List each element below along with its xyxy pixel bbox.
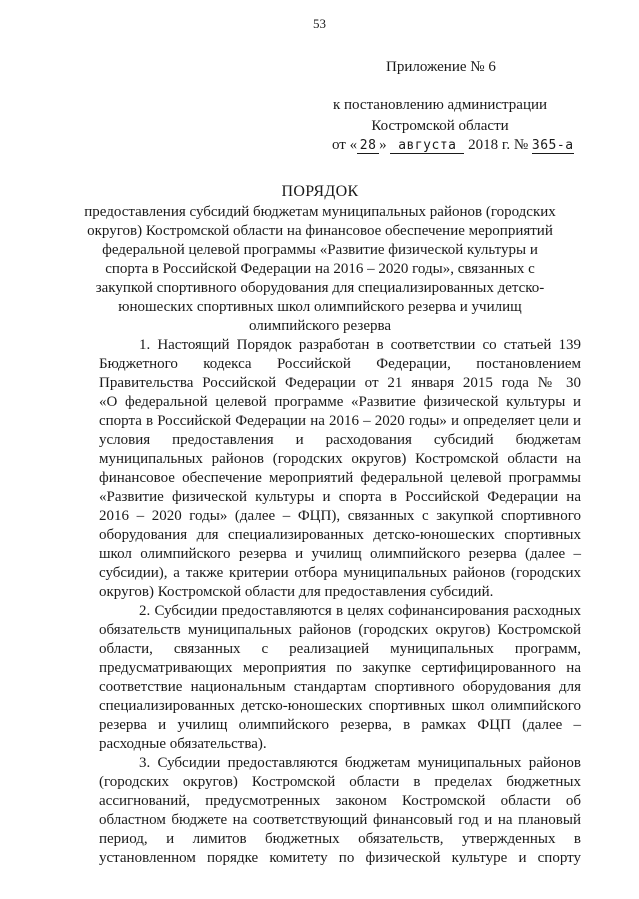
text-line: период, и лимитов бюджетных обязательств, утвержденных в	[99, 831, 581, 847]
title-line: федеральной целевой программы «Развитие физической культуры и	[102, 242, 538, 258]
text-line: расходные обязательства).	[99, 736, 267, 752]
text-line: субсидии), а также критерии отбора муниципальных районов (городских	[99, 565, 581, 581]
text-line: области, связанных с реализацией муниципальных программ,	[99, 641, 581, 657]
reference-line-2: Костромской области	[371, 118, 509, 134]
document-title	[80, 182, 560, 336]
date-prefix: от «	[332, 137, 358, 153]
text-line: спорта в Российской Федерации на 2016 – 2020 годы» и определяет цели и	[99, 413, 581, 429]
text-line: установленном порядке комитету по физической культуре и спорту	[99, 850, 581, 866]
title-line: предоставления субсидий бюджетам муниципальных районов (городских	[84, 204, 556, 220]
text-line: оборудования для специализированных детско-юношеских спортивных	[99, 527, 581, 543]
decree-year: 2018 г. №	[468, 137, 529, 153]
title-line: олимпийского резерва	[248, 318, 392, 334]
page-number: 53	[313, 16, 326, 31]
text-line: муниципальных районов (городских округов) Костромской области на	[99, 451, 581, 467]
text-line: 2016 – 2020 годы» (далее – ФЦП), связанных с закупкой спортивного	[99, 508, 581, 524]
document-body	[99, 336, 581, 868]
text-line: Бюджетного кодекса Российской Федерации, постановлением	[99, 356, 581, 372]
text-line: резерва и училищ олимпийского резерва, в рамках ФЦП (далее –	[99, 717, 581, 733]
paragraph-1	[99, 336, 581, 602]
text-line: условия предоставления и расходования субсидий бюджетам	[99, 432, 581, 448]
text-line: «О федеральной целевой программе «Развитие физической культуры и	[99, 394, 581, 410]
text-line: 2. Субсидии предоставляются в целях софинансирования расходных	[139, 603, 581, 619]
paragraph-2	[99, 602, 581, 754]
text-line: 3. Субсидии предоставляются бюджетам муниципальных районов	[139, 755, 581, 771]
text-line: соответствие национальным стандартам спортивного оборудования для	[99, 679, 581, 695]
title-main: ПОРЯДОК	[281, 183, 359, 200]
decree-number: 365-а	[531, 138, 574, 153]
text-line: (городских округов) Костромской области в пределах бюджетных	[99, 774, 581, 790]
title-line: спорта в Российской Федерации на 2016 – 2020 годы», связанных с	[105, 261, 535, 277]
annex-heading: Приложение № 6	[386, 59, 496, 75]
text-line: обязательств муниципальных районов (городских округов) Костромской	[99, 622, 581, 638]
text-line: предусматривающих мероприятия по закупке сертифицированного на	[99, 660, 581, 676]
text-line: 1. Настоящий Порядок разработан в соответствии со статьей 139	[139, 337, 581, 353]
reference-line-1: к постановлению администрации	[332, 97, 548, 113]
text-line: округов) Костромской области для предоставления субсидий.	[99, 584, 494, 600]
title-line: закупкой спортивного оборудования для специализированных детско-	[95, 280, 545, 296]
date-day-close: »	[379, 137, 387, 153]
title-line: округов) Костромской области на финансовое обеспечение мероприятий	[87, 223, 553, 239]
text-line: областном бюджете на соответствующий финансовый год и на плановый	[99, 812, 581, 828]
text-line: финансовое обеспечение мероприятий федеральной целевой программы	[99, 470, 581, 486]
text-line: ассигнований, предусмотренных законом Костромской области об	[99, 793, 581, 809]
paragraph-3	[99, 754, 581, 868]
decree-date-line	[332, 137, 574, 154]
decree-day: 28	[357, 138, 379, 154]
decree-month: августа	[390, 138, 464, 154]
text-line: специализированных детско-юношеских спортивных школ олимпийского	[99, 698, 581, 714]
text-line: Правительства Российской Федерации от 21 января 2015 года № 30	[99, 375, 581, 391]
title-line: юношеских спортивных школ олимпийского резерва и училищ	[118, 299, 522, 315]
text-line: школ олимпийского резерва и училищ олимпийского резерва (далее –	[99, 546, 581, 562]
text-line: «Развитие физической культуры и спорта в Российской Федерации на	[99, 489, 581, 505]
reference-block	[300, 95, 580, 137]
